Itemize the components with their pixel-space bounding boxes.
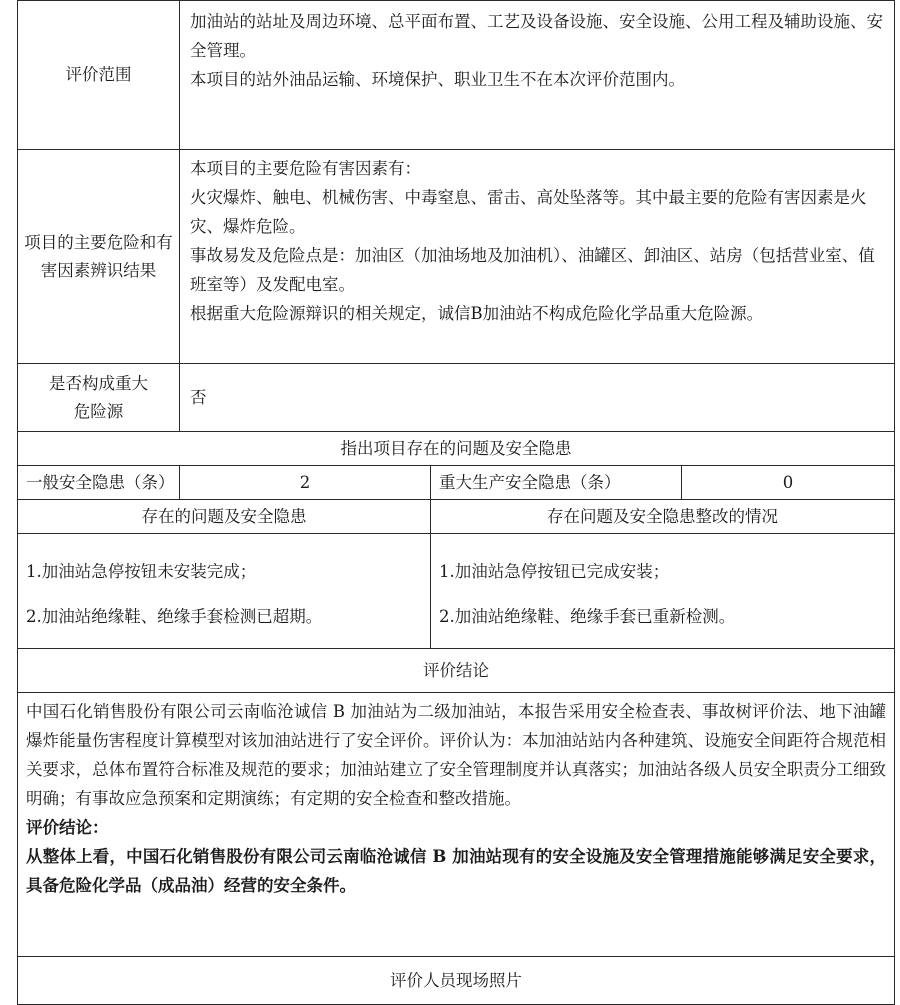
major-source-row [18, 364, 895, 432]
hazards-line: 根据重大危险源辩识的相关规定，诚信B加油站不构成危险化学品重大危险源。 [190, 304, 764, 323]
evaluation-summary-table [17, 0, 895, 1005]
major-hazard-count-value: 0 [682, 466, 895, 500]
scope-row [18, 1, 895, 150]
major-hazard-count-label: 重大生产安全隐患（条） [431, 466, 682, 500]
hazards-line: 事故易发及危险点是：加油区（加油场地及加油机）、油罐区、卸油区、站房（包括营业室、值班室等）及发配电室。 [190, 246, 875, 294]
issues-header: 指出项目存在的问题及安全隐患 [18, 432, 895, 466]
hazards-label: 项目的主要危险和有害因素辨识结果 [18, 150, 180, 364]
hazards-content [180, 150, 895, 364]
major-source-value: 否 [180, 364, 895, 432]
list-item: 1.加油站急停按钮未安装完成； [26, 561, 257, 581]
general-hazard-count-value: 2 [180, 466, 431, 500]
issues-left-header: 存在的问题及安全隐患 [18, 500, 431, 534]
hazards-line: 本项目的主要危险有害因素有： [190, 159, 421, 178]
issues-left-list [18, 534, 431, 649]
scope-content [180, 1, 895, 150]
issues-right-list [431, 534, 895, 649]
major-source-label: 是否构成重大危险源 [18, 364, 180, 432]
conclusion-header-row [18, 648, 895, 692]
hazards-row [18, 150, 895, 364]
issues-right-header: 存在问题及安全隐患整改的情况 [431, 500, 895, 534]
conclusion-final: 从整体上看，中国石化销售股份有限公司云南临沧诚信 B 加油站现有的安全设施及安全管理措施能够满足安全要求，具备危险化学品（成品油）经营的安全条件。 [26, 846, 886, 895]
list-item: 2.加油站绝缘鞋、绝缘手套检测已超期。 [26, 607, 323, 626]
conclusion-body-row [18, 692, 895, 956]
conclusion-sub-label: 评价结论： [26, 817, 109, 837]
scope-line: 加油站的站址及周边环境、总平面布置、工艺及设备设施、安全设施、公用工程及辅助设施、安全管理。 [190, 12, 883, 60]
hazards-line: 火灾爆炸、触电、机械伤害、中毒窒息、雷击、高处坠落等。其中最主要的危险有害因素是火灾、爆炸危险。 [190, 188, 867, 236]
counts-row [18, 466, 895, 500]
issues-header-row [18, 432, 895, 466]
scope-line: 本项目的站外油品运输、环境保护、职业卫生不在本次评价范围内。 [190, 70, 685, 89]
scope-label: 评价范围 [18, 1, 180, 150]
issues-subheader-row [18, 500, 895, 534]
conclusion-header: 评价结论 [18, 648, 895, 692]
list-item: 1.加油站急停按钮已完成安装； [439, 561, 670, 581]
photos-header: 评价人员现场照片 [18, 956, 895, 1004]
conclusion-body [18, 692, 895, 956]
issues-list-row [18, 534, 895, 649]
list-item: 2.加油站绝缘鞋、绝缘手套已重新检测。 [439, 607, 736, 626]
evaluation-summary-document [17, 0, 894, 1005]
conclusion-paragraph: 中国石化销售股份有限公司云南临沧诚信 B 加油站为二级加油站，本报告采用安全检查表、事故树评价法、地下油罐爆炸能量伤害程度计算模型对该加油站进行了安全评价。评价认为：本加油站站内各种建筑、设施安全间距符合规范相关要求，总体布置符合标准及规范的要求；加油站建立了安全管理制度并认真落实；加油站各级人员安全职责分工细致明确；有事故应急预案和定期演练；有定期的安全检查和整改措施。 [26, 701, 886, 808]
general-hazard-count-label: 一般安全隐患（条） [18, 466, 180, 500]
photos-header-row [18, 956, 895, 1004]
